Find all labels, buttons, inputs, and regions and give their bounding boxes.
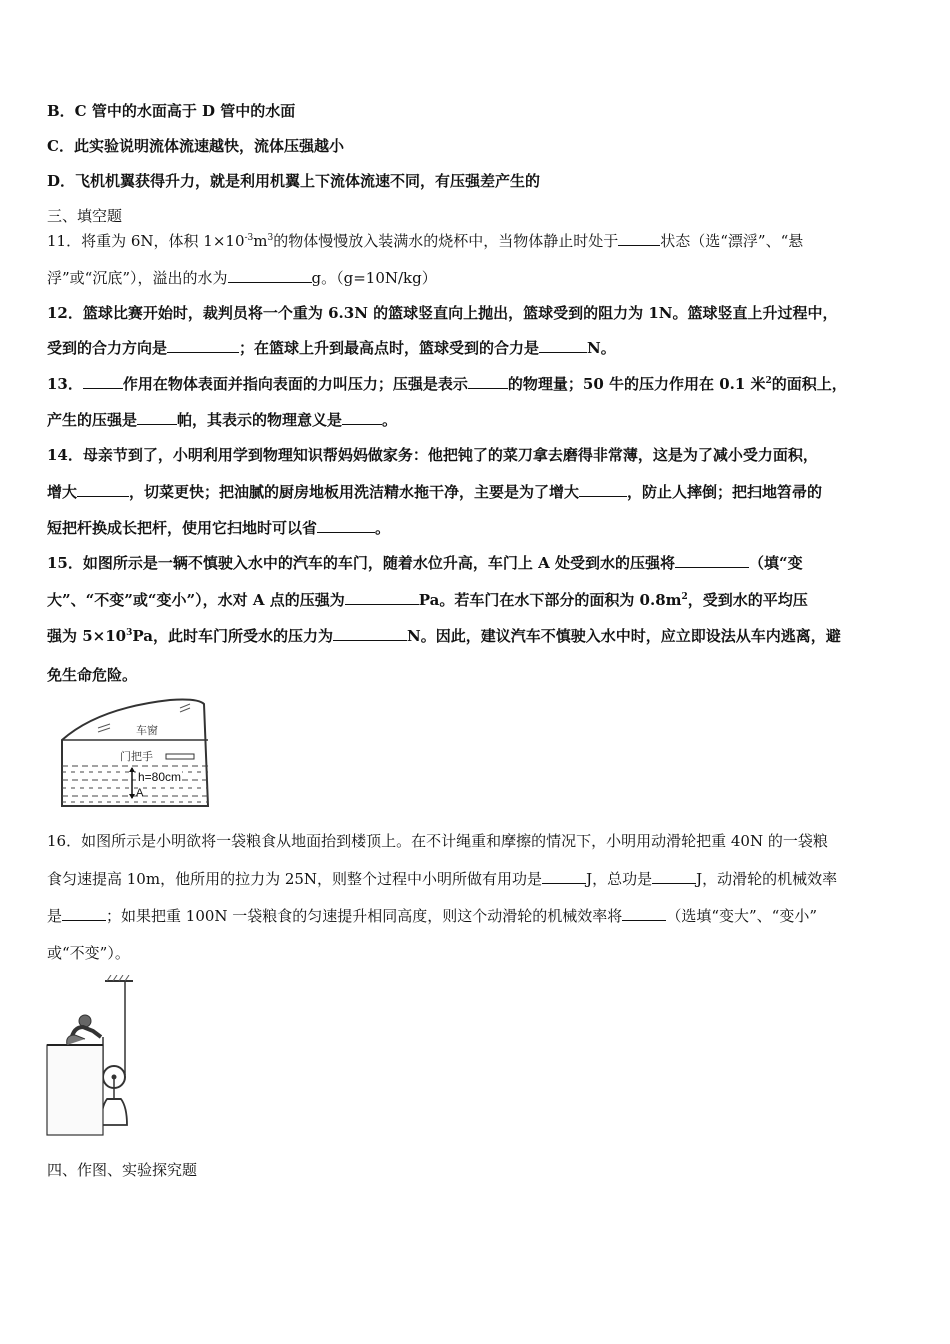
q15-line1: 15．如图所示是一辆不慎驶入水中的汽车的车门，随着水位升高，车门上 A 处受到水的压强将 （填“变 [47,554,803,572]
q15-line4: 免生命危险。 [47,666,138,684]
pulley-diagram [45,975,135,1137]
answer-blank[interactable] [137,410,177,425]
q14-line1: 14．母亲节到了，小明利用学到物理知识帮妈妈做家务：他把钝了的菜刀拿去磨得非常薄，这是为了减小受力面积， [47,446,818,464]
answer-blank[interactable] [62,906,106,921]
handle-label: 门把手 [120,751,153,763]
answer-blank[interactable] [618,231,660,246]
answer-blank[interactable] [345,590,419,605]
q14-line3: 短把杆换成长把杆，使用它扫地时可以省 。 [47,519,391,537]
q12-line1: 12．篮球比赛开始时，裁判员将一个重为 6.3N 的篮球竖直向上抛出，篮球受到的阻力为 1N。篮球竖直上升过程中， [47,304,838,322]
q14-line2: 增大 ，切菜更快；把油腻的厨房地板用洗洁精水拖干净，主要是为了增大 ，防止人摔倒；把扫地笤帚的 [47,483,823,501]
pulley-figure [45,975,135,1137]
answer-blank[interactable] [468,374,508,389]
q16-line2: 食匀速提高 10m，他所用的拉力为 25N，则整个过程中小明所做有用功是 J，总功是 J，动滑轮的机械效率 [47,870,838,888]
answer-blank[interactable] [77,482,129,497]
q11-line2: 浮”或“沉底”），溢出的水为 g。（g=10N/kg） [47,269,437,287]
q11-line1: 11．将重为 6N，体积 $1\times 10^{-3}m^3$的物体慢慢放入装满水的烧杯中，当物体静止时处于 状态（选“漂浮”、“悬 [47,232,804,250]
q12-line2: 受到的合力方向是 ；在篮球上升到最高点时，篮球受到的合力是 N。 [47,339,616,357]
window-label: 车窗 [136,725,158,737]
answer-blank[interactable] [542,869,586,884]
option-d: D．飞机机翼获得升力，就是利用机翼上下流体流速不同，有压强差产生的 [47,172,541,190]
section-3-heading: 三、填空题 [47,207,123,225]
option-b: B．C 管中的水面高于 D 管中的水面 [47,102,296,120]
option-c: C．此实验说明流体流速越快，流体压强越小 [47,137,344,155]
q16-line3: 是 ；如果把重 100N 一袋粮食的匀速提升相同高度，则这个动滑轮的机械效率将 （选填“变大”、“变小” [47,907,817,925]
answer-blank[interactable] [539,338,587,353]
answer-blank[interactable] [317,518,375,533]
car-door-figure [58,694,218,812]
q16-line1: 16．如图所示是小明欲将一袋粮食从地面抬到楼顶上。在不计绳重和摩擦的情况下，小明用动滑轮把重 40N 的一袋粮 [47,832,828,850]
q16-line4: 或“不变”）。 [47,944,130,962]
answer-blank[interactable] [579,482,627,497]
answer-blank[interactable] [675,553,749,568]
car-door-diagram [58,694,218,812]
q13-line1: 13． 作用在物体表面并指向表面的力叫压力；压强是表示 的物理量；50 牛的压力作用在 0.1 米$^2$的面积上， [47,375,847,393]
q15-line2: 大”、“不变”或“变小”），水对 A 点的压强为 Pa。若车门在水下部分的面积为 $0.8m^2$，受到水的平均压 [47,591,808,609]
q15-line3: 强为 $5\times 10^3Pa$，此时车门所受水的压力为 N。因此，建议汽车不慎驶入水中时，应立即设法从车内逃离，避 [47,627,841,645]
answer-blank[interactable] [167,338,239,353]
answer-blank[interactable] [333,626,407,641]
answer-blank[interactable] [228,268,312,283]
answer-blank[interactable] [342,410,382,425]
answer-blank[interactable] [652,869,696,884]
section-4-heading: 四、作图、实验探究题 [47,1161,198,1179]
answer-blank[interactable] [83,374,123,389]
q13-line2: 产生的压强是 帕，其表示的物理意义是 。 [47,411,398,429]
depth-label: h=80cm [138,770,182,784]
point-a-label: A [136,787,144,799]
answer-blank[interactable] [622,906,666,921]
